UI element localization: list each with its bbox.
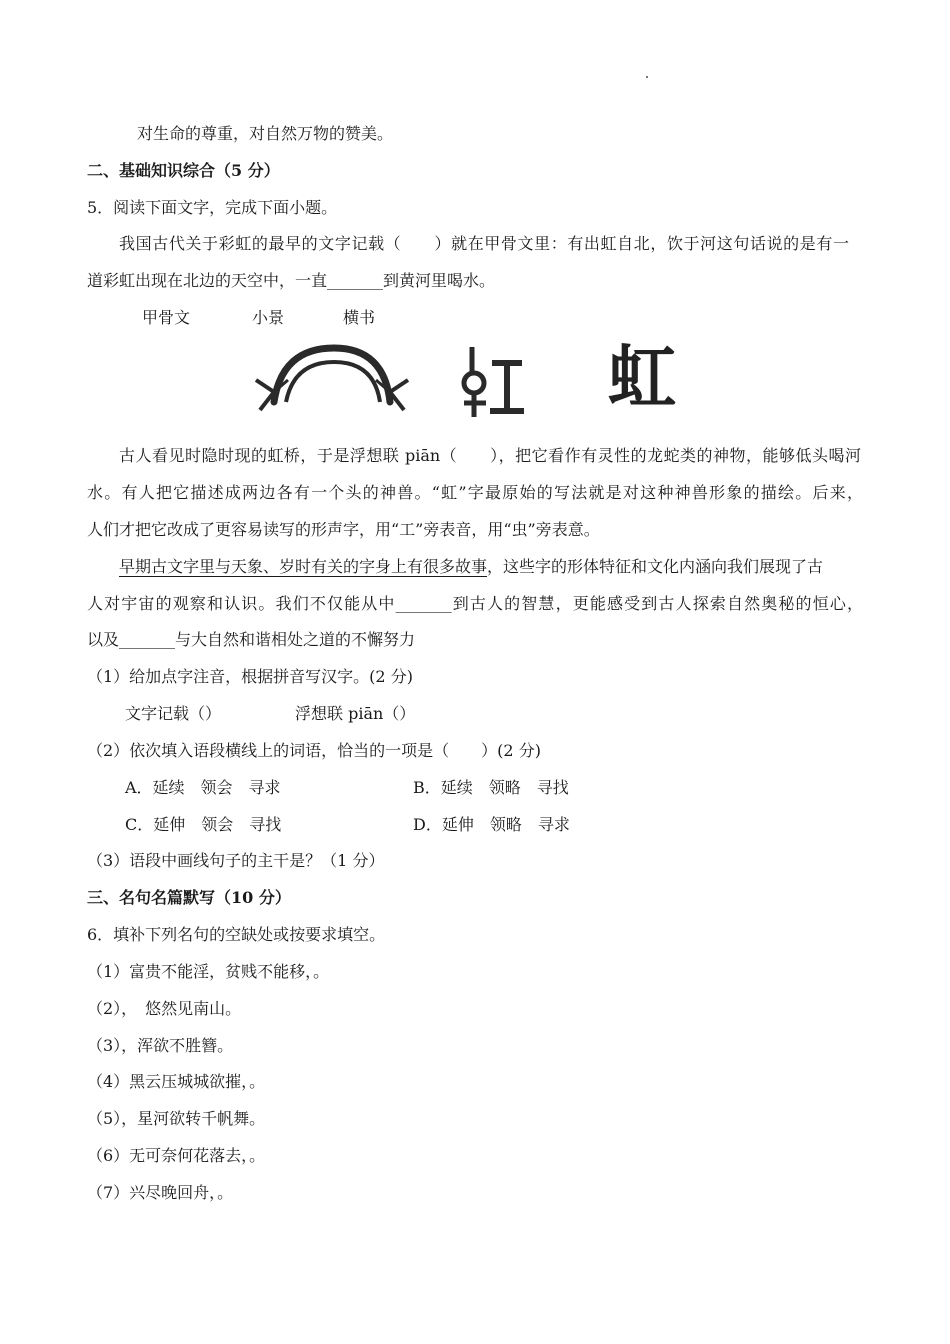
para3-line1-rest: ，这些字的形体特征和文化内涵向我们展现了古 — [487, 557, 824, 576]
intro-tail-text: 对生命的尊重，对自然万物的赞美。 — [137, 124, 394, 143]
underlined-sentence: 早期古文字里与天象、岁时有关的字身上有很多故事 — [119, 557, 488, 576]
recitation-item: （5），星河欲转千帆舞。 — [87, 1109, 266, 1128]
horizontal-script-glyph: 虹 — [608, 338, 677, 418]
para3-line3: 以及_______与大自然和谐相处之道的不懈努力 — [87, 630, 416, 649]
oracle-bone-rainbow-glyph — [252, 340, 412, 415]
recitation-item: （4）黑云压城城欲摧，。 — [87, 1072, 266, 1091]
q6-stem: 6．填补下列名句的空缺处或按要求填空。 — [87, 925, 386, 944]
para1-line1: 我国古代关于彩虹的最早的文字记载（ ）就在甲骨文里：有出虹自北，饮于河这句话说的是有一 — [119, 234, 849, 253]
para3-line2: 人对宇宙的观察和认识。我们不仅能从中_______到古人的智慧，更能感受到古人探索自然奥秘的恒心， — [87, 594, 863, 613]
para2-line3: 人们才把它改成了更容易读写的形声字，用“工”旁表音，用“虫”旁表意。 — [87, 520, 600, 539]
sub-question-1b: 浮想联 piān（） — [295, 704, 416, 723]
recitation-item: （1）富贵不能淫，贫贱不能移，。 — [87, 962, 330, 981]
para2-line2: 水。有人把它描述成两边各有一个头的神兽。“虹”字最原始的写法就是对这种神兽形象的描绘。后来， — [87, 483, 863, 502]
sub-question-2: （2）依次填入语段横线上的词语，恰当的一项是（ ）(2 分) — [87, 741, 541, 760]
para1-line2: 道彩虹出现在北边的天空中，一直_______到黄河里喝水。 — [87, 271, 496, 290]
option-c: C．延伸 领会 寻找 — [125, 815, 282, 834]
para2-line1: 古人看见时隐时现的虹桥，于是浮想联 piān（ ），把它看作有灵性的龙蛇类的神物，能够低头喝河 — [119, 446, 861, 465]
option-d: D．延伸 领略 寻求 — [413, 815, 570, 834]
q5-stem: 5．阅读下面文字，完成下面小题。 — [87, 198, 338, 217]
option-a: A．延续 领会 寻求 — [125, 778, 281, 797]
recitation-item: （6）无可奈何花落去，。 — [87, 1146, 266, 1165]
section3-title: 三、名句名篇默写（10 分） — [87, 888, 291, 907]
section2-title: 二、基础知识综合（5 分） — [87, 161, 280, 180]
option-b: B．延续 领略 寻找 — [413, 778, 569, 797]
recitation-item: （2）， 悠然见南山。 — [87, 999, 242, 1018]
page-mark-dot — [646, 76, 648, 78]
small-seal-glyph — [458, 343, 528, 421]
sub-question-1: （1）给加点字注音，根据拼音写汉字。(2 分) — [87, 667, 413, 686]
label-horizontal: 横书 — [343, 308, 376, 327]
recitation-item: （3），浑欲不胜簪。 — [87, 1036, 234, 1055]
sub-question-3: （3）语段中画线句子的主干是？（1 分） — [87, 851, 385, 870]
recitation-item: （7）兴尽晚回舟，。 — [87, 1183, 234, 1202]
sub-question-1a: 文字记载（） — [125, 704, 222, 723]
label-small-seal: 小景 — [252, 308, 285, 327]
para3-line1 — [119, 556, 823, 578]
label-oracle-bone: 甲骨文 — [142, 308, 191, 327]
